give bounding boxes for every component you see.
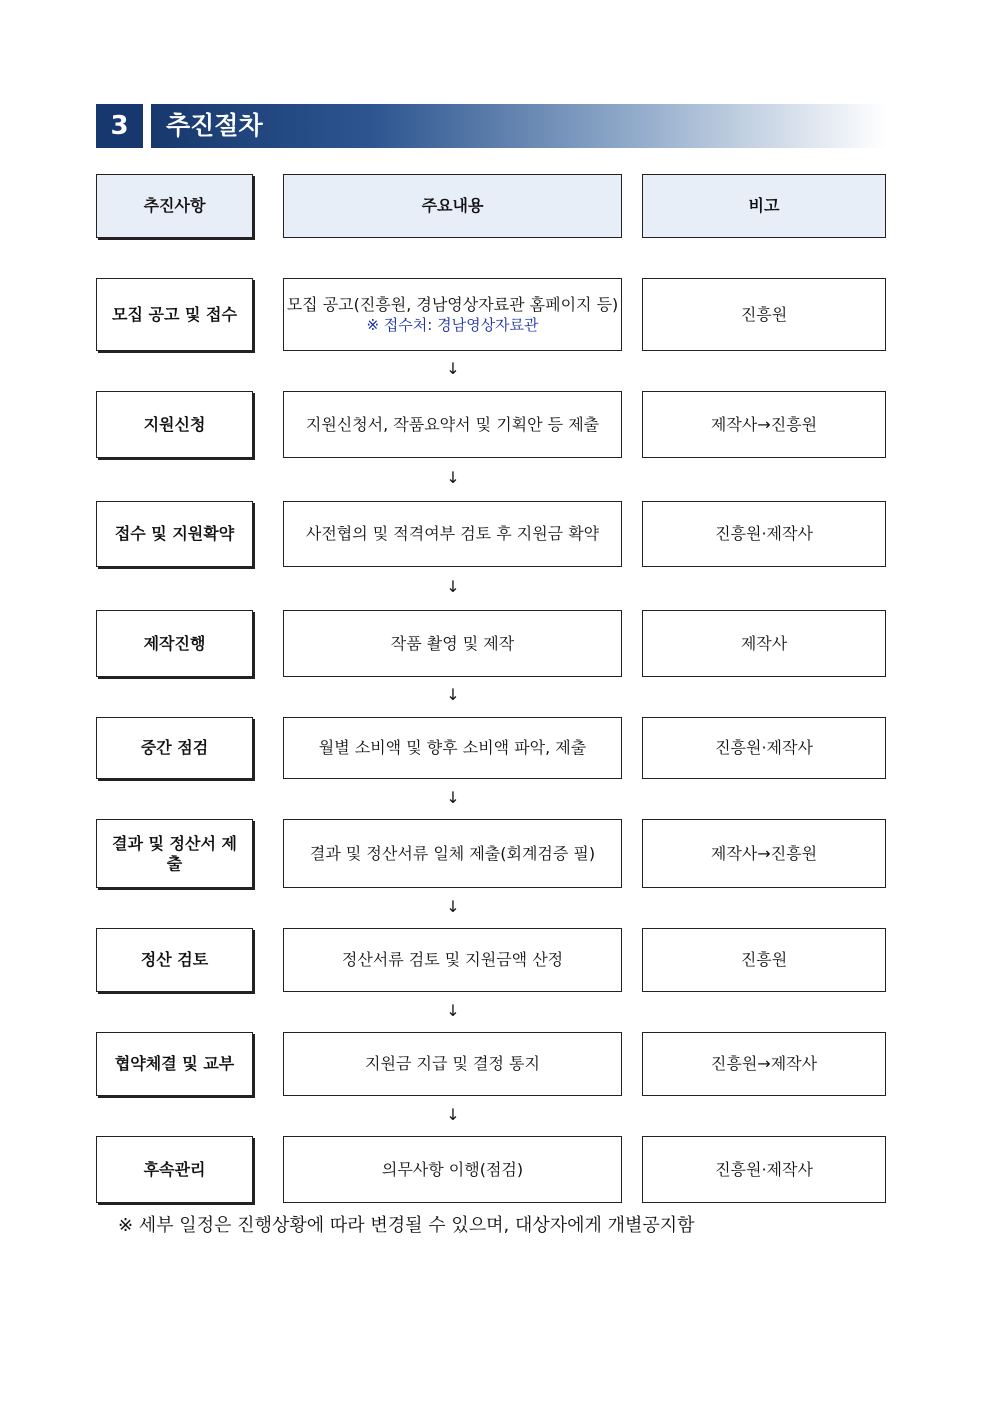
step-content: 의무사항 이행(점검) <box>283 1136 622 1203</box>
step-title: 정산 검토 <box>96 928 253 992</box>
section-header <box>96 104 886 148</box>
step-content: 사전협의 및 적격여부 검토 후 지원금 확약 <box>283 501 622 567</box>
step-title: 제작진행 <box>96 610 253 677</box>
step-remark: 진흥원 <box>642 278 886 351</box>
step-content: 월별 소비액 및 향후 소비액 파악, 제출 <box>283 717 622 779</box>
flow-arrow-icon: ↓ <box>446 1001 460 1020</box>
flow-arrow-icon: ↓ <box>446 788 460 807</box>
step-remark: 진흥원→제작사 <box>642 1032 886 1096</box>
step-title: 지원신청 <box>96 391 253 458</box>
flow-arrow-icon: ↓ <box>446 359 460 378</box>
footnote: ※ 세부 일정은 진행상황에 따라 변경될 수 있으며, 대상자에게 개별공지함 <box>118 1215 695 1236</box>
step-title: 접수 및 지원확약 <box>96 501 253 567</box>
step-remark: 진흥원 <box>642 928 886 992</box>
flow-arrow-icon: ↓ <box>446 468 460 487</box>
flow-arrow-icon: ↓ <box>446 1105 460 1124</box>
step-title: 협약체결 및 교부 <box>96 1032 253 1096</box>
step-content-note: ※ 접수처: 경남영상자료관 <box>366 315 539 334</box>
step-remark: 진흥원·제작사 <box>642 717 886 779</box>
header-col-content: 주요내용 <box>283 174 622 238</box>
step-remark: 제작사 <box>642 610 886 677</box>
step-remark: 제작사→진흥원 <box>642 819 886 888</box>
section-number: 3 <box>96 104 143 148</box>
step-remark: 제작사→진흥원 <box>642 391 886 458</box>
flow-arrow-icon: ↓ <box>446 897 460 916</box>
step-title: 결과 및 정산서 제출 <box>96 819 253 888</box>
step-content: 정산서류 검토 및 지원금액 산정 <box>283 928 622 992</box>
section-title: 추진절차 <box>166 111 263 140</box>
step-content-text: 모집 공고(진흥원, 경남영상자료관 홈페이지 등) <box>286 294 619 314</box>
step-remark: 진흥원·제작사 <box>642 501 886 567</box>
step-content: 지원금 지급 및 결정 통지 <box>283 1032 622 1096</box>
step-content: 지원신청서, 작품요약서 및 기획안 등 제출 <box>283 391 622 458</box>
flow-arrow-icon: ↓ <box>446 685 460 704</box>
step-title: 중간 점검 <box>96 717 253 779</box>
section-title-bar <box>151 104 886 148</box>
flow-arrow-icon: ↓ <box>446 577 460 596</box>
step-title: 모집 공고 및 접수 <box>96 278 253 351</box>
header-col-remark: 비고 <box>642 174 886 238</box>
step-content: 작품 촬영 및 제작 <box>283 610 622 677</box>
step-remark: 진흥원·제작사 <box>642 1136 886 1203</box>
step-content <box>283 278 622 351</box>
header-col-step: 추진사항 <box>96 174 253 238</box>
step-title: 후속관리 <box>96 1136 253 1203</box>
step-content: 결과 및 정산서류 일체 제출(회계검증 필) <box>283 819 622 888</box>
